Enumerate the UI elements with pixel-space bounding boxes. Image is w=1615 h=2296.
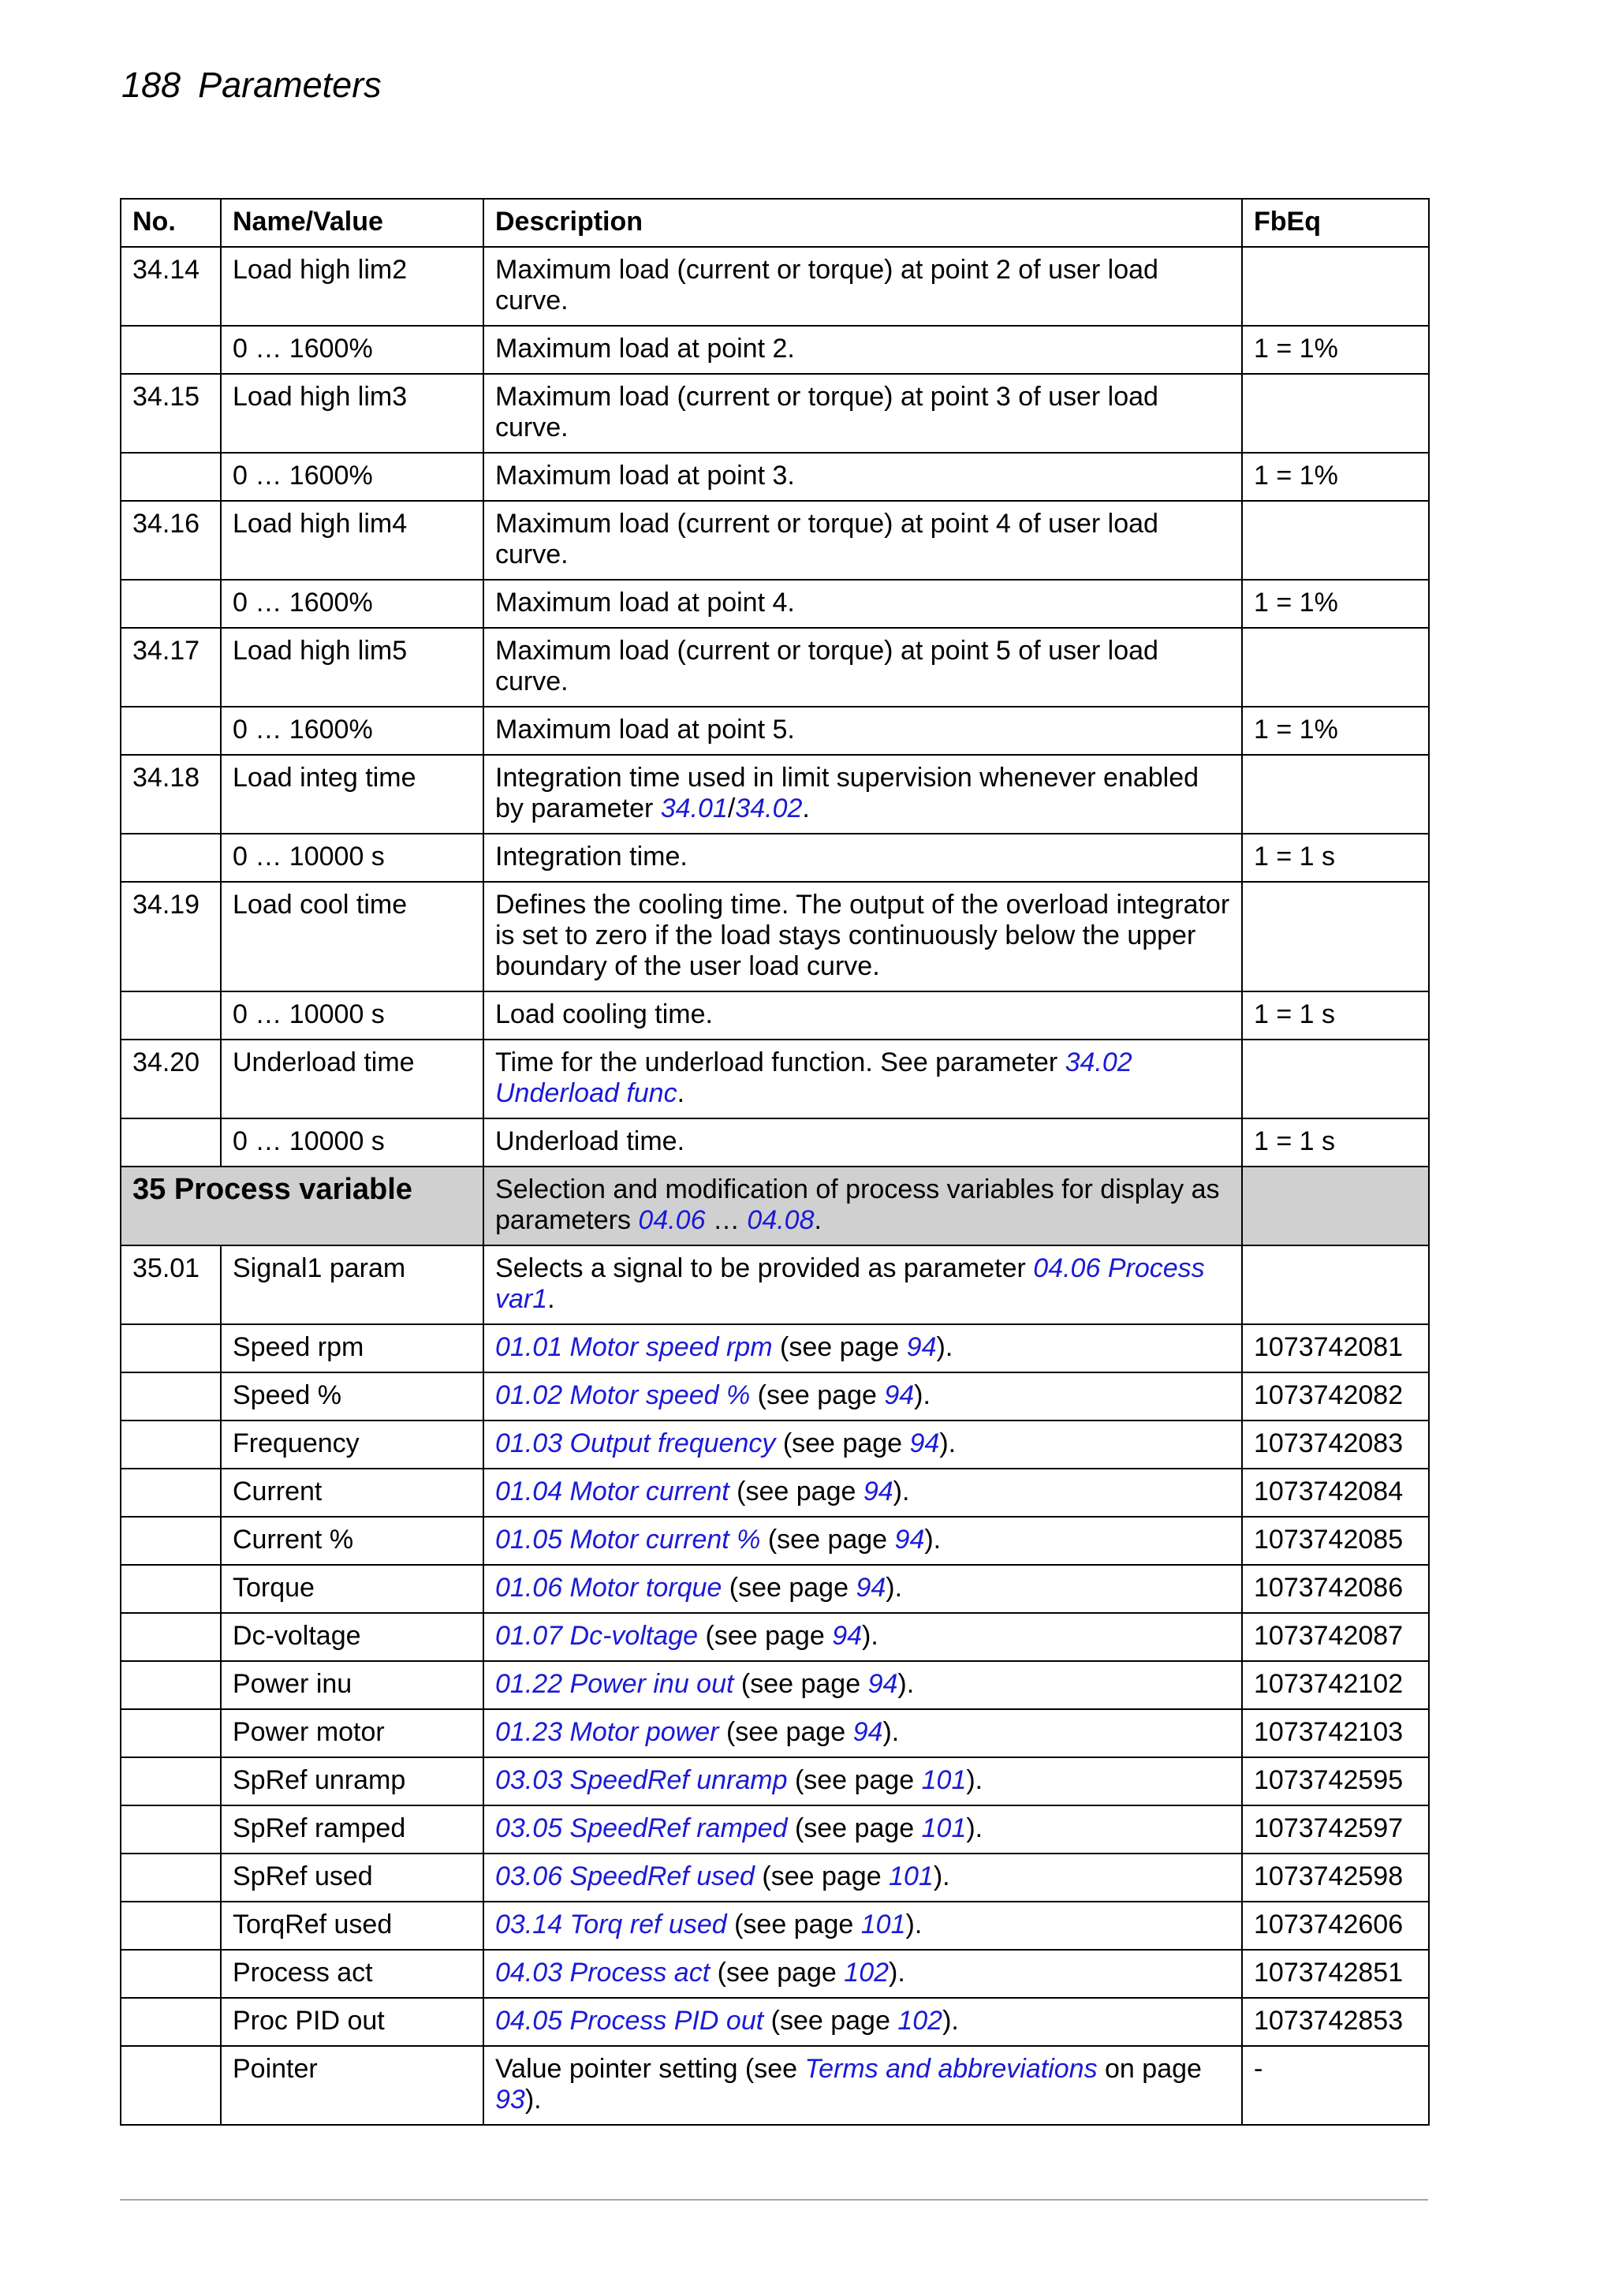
- param-value-name: Torque: [221, 1565, 483, 1613]
- table-row: [121, 374, 1429, 453]
- see-page-text: (see page: [729, 1477, 863, 1506]
- param-fbeq: [1242, 1040, 1429, 1118]
- param-value-range: 0 … 1600%: [221, 580, 483, 628]
- param-name: Load high lim5: [221, 628, 483, 707]
- param-value-name: Power motor: [221, 1709, 483, 1757]
- see-page-text: (see page: [787, 1765, 922, 1795]
- param-description: [483, 755, 1242, 834]
- param-fbeq: 1 = 1%: [1242, 707, 1429, 755]
- signal-link[interactable]: 03.03 SpeedRef unramp: [495, 1765, 788, 1795]
- signal-link[interactable]: 01.04 Motor current: [495, 1477, 729, 1506]
- table-row: [121, 1613, 1429, 1661]
- param-link-34-01[interactable]: 34.01: [660, 793, 728, 823]
- see-page-end: ).: [936, 1332, 953, 1362]
- param-description: [483, 1372, 1242, 1421]
- param-fbeq: [1242, 755, 1429, 834]
- page-link[interactable]: 94: [884, 1380, 915, 1410]
- param-description: Maximum load (current or torque) at point 2 of user load curve.: [483, 247, 1242, 326]
- param-value-name: Current %: [221, 1517, 483, 1565]
- param-description: Maximum load (current or torque) at point 3 of user load curve.: [483, 374, 1242, 453]
- param-no: [121, 1613, 221, 1661]
- param-description: Load cooling time.: [483, 991, 1242, 1040]
- param-value-range: 0 … 1600%: [221, 707, 483, 755]
- param-no: [121, 707, 221, 755]
- param-description: [483, 1805, 1242, 1854]
- table-row: [121, 755, 1429, 834]
- table-row: [121, 2046, 1429, 2125]
- param-description: [483, 1245, 1242, 1324]
- param-fbeq: 1073742085: [1242, 1517, 1429, 1565]
- param-description: [483, 1854, 1242, 1902]
- link-separator: /: [727, 793, 736, 823]
- table-row: [121, 1245, 1429, 1324]
- see-page-end: ).: [966, 1813, 983, 1843]
- signal-link[interactable]: 01.22 Power inu out: [495, 1669, 734, 1699]
- group-header-row: [121, 1167, 1429, 1245]
- param-fbeq: -: [1242, 2046, 1429, 2125]
- page-link[interactable]: 101: [921, 1813, 967, 1843]
- param-fbeq: 1073742597: [1242, 1805, 1429, 1854]
- param-no: 34.15: [121, 374, 221, 453]
- see-page-text: (see page: [733, 1669, 868, 1699]
- param-description: [483, 1517, 1242, 1565]
- signal-link[interactable]: 01.02 Motor speed %: [495, 1380, 751, 1410]
- table-row: [121, 1854, 1429, 1902]
- page-link[interactable]: 94: [906, 1332, 937, 1362]
- param-description: [483, 1661, 1242, 1709]
- param-link-34-02-underload-func[interactable]: 34.02 Underload func: [495, 1047, 1132, 1108]
- description-text: Selects a signal to be provided as parameter: [495, 1253, 1034, 1283]
- param-value-name: TorqRef used: [221, 1902, 483, 1950]
- page-link[interactable]: 102: [844, 1958, 890, 1988]
- table-row: [121, 991, 1429, 1040]
- see-page-end: ).: [914, 1380, 931, 1410]
- see-page-text: (see page: [722, 1573, 856, 1603]
- param-fbeq: 1073742103: [1242, 1709, 1429, 1757]
- param-fbeq: 1073742084: [1242, 1469, 1429, 1517]
- signal-link[interactable]: 01.03 Output frequency: [495, 1428, 776, 1458]
- description-text: on page: [1097, 2054, 1202, 2084]
- table-header-row: [121, 199, 1429, 247]
- param-value-name: Pointer: [221, 2046, 483, 2125]
- param-link-34-02[interactable]: 34.02: [735, 793, 803, 823]
- param-name: Load high lim3: [221, 374, 483, 453]
- param-value-name: Current: [221, 1469, 483, 1517]
- param-fbeq: 1073742851: [1242, 1950, 1429, 1998]
- signal-link[interactable]: 01.06 Motor torque: [495, 1573, 722, 1603]
- see-page-text: (see page: [772, 1332, 907, 1362]
- param-no: [121, 991, 221, 1040]
- table-row: [121, 1324, 1429, 1372]
- param-no: 35.01: [121, 1245, 221, 1324]
- description-end: .: [814, 1205, 822, 1235]
- see-page-end: ).: [882, 1717, 900, 1747]
- page-link[interactable]: 94: [832, 1621, 863, 1651]
- param-value-name: SpRef used: [221, 1854, 483, 1902]
- param-value-name: Power inu: [221, 1661, 483, 1709]
- param-description: Maximum load (current or torque) at point 4 of user load curve.: [483, 501, 1242, 580]
- description-text: Value pointer setting (see: [495, 2054, 805, 2084]
- param-value-range: 0 … 1600%: [221, 453, 483, 501]
- page-link[interactable]: 94: [852, 1717, 883, 1747]
- param-fbeq: 1073742083: [1242, 1421, 1429, 1469]
- param-value-name: Proc PID out: [221, 1998, 483, 2046]
- signal-link[interactable]: 01.07 Dc-voltage: [495, 1621, 699, 1651]
- param-fbeq: [1242, 374, 1429, 453]
- param-description: [483, 1757, 1242, 1805]
- group-fbeq: [1242, 1167, 1429, 1245]
- see-page-end: ).: [942, 2006, 959, 2036]
- param-fbeq: 1 = 1 s: [1242, 1118, 1429, 1167]
- signal-link[interactable]: 03.05 SpeedRef ramped: [495, 1813, 788, 1843]
- param-no: [121, 453, 221, 501]
- signal-link[interactable]: 04.03 Process act: [495, 1958, 711, 1988]
- param-value-range: 0 … 10000 s: [221, 991, 483, 1040]
- param-name: Load cool time: [221, 882, 483, 991]
- see-page-end: ).: [889, 1958, 905, 1988]
- see-page-end: ).: [897, 1669, 915, 1699]
- param-no: 34.14: [121, 247, 221, 326]
- see-page-end: ).: [939, 1428, 957, 1458]
- param-description: [483, 2046, 1242, 2125]
- page-link[interactable]: 94: [867, 1669, 898, 1699]
- param-fbeq: 1073742595: [1242, 1757, 1429, 1805]
- param-value-name: SpRef unramp: [221, 1757, 483, 1805]
- signal-link[interactable]: 01.01 Motor speed rpm: [495, 1332, 773, 1362]
- param-fbeq: 1073742853: [1242, 1998, 1429, 2046]
- signal-link[interactable]: 03.06 SpeedRef used: [495, 1861, 755, 1891]
- table-row: [121, 1950, 1429, 1998]
- terms-link[interactable]: Terms and abbreviations: [804, 2054, 1098, 2084]
- see-page-text: (see page: [726, 1910, 861, 1939]
- table-row: [121, 1040, 1429, 1118]
- col-header-description: Description: [483, 199, 1242, 247]
- page-link[interactable]: 94: [909, 1428, 940, 1458]
- description-end: .: [802, 793, 810, 823]
- table-row: [121, 326, 1429, 374]
- param-value-name: Frequency: [221, 1421, 483, 1469]
- page-link[interactable]: 94: [856, 1573, 886, 1603]
- see-page-end: ).: [933, 1861, 950, 1891]
- group-title: 35 Process variable: [121, 1167, 483, 1245]
- param-value-range: 0 … 1600%: [221, 326, 483, 374]
- param-description: [483, 1421, 1242, 1469]
- see-page-text: (see page: [710, 1958, 845, 1988]
- description-end: .: [677, 1078, 685, 1108]
- param-link-04-06[interactable]: 04.06: [638, 1205, 706, 1235]
- param-description: Maximum load at point 4.: [483, 580, 1242, 628]
- table-row: [121, 1757, 1429, 1805]
- param-description: [483, 1613, 1242, 1661]
- param-fbeq: 1 = 1 s: [1242, 834, 1429, 882]
- param-no: [121, 1469, 221, 1517]
- param-description: Underload time.: [483, 1118, 1242, 1167]
- description-end: ).: [524, 2085, 542, 2115]
- param-no: [121, 1757, 221, 1805]
- param-description: [483, 1040, 1242, 1118]
- see-page-end: ).: [862, 1621, 878, 1651]
- param-no: 34.19: [121, 882, 221, 991]
- param-description: [483, 1709, 1242, 1757]
- param-description: [483, 1902, 1242, 1950]
- param-fbeq: 1073742081: [1242, 1324, 1429, 1372]
- see-page-text: (see page: [763, 2006, 898, 2036]
- param-fbeq: 1073742598: [1242, 1854, 1429, 1902]
- param-no: [121, 1950, 221, 1998]
- table-row: [121, 453, 1429, 501]
- param-fbeq: [1242, 628, 1429, 707]
- param-no: [121, 1661, 221, 1709]
- param-no: [121, 1709, 221, 1757]
- param-no: [121, 1324, 221, 1372]
- page-link[interactable]: 101: [889, 1861, 934, 1891]
- param-description: [483, 1324, 1242, 1372]
- param-no: 34.20: [121, 1040, 221, 1118]
- param-no: [121, 834, 221, 882]
- table-row: [121, 882, 1429, 991]
- param-link-04-08[interactable]: 04.08: [747, 1205, 815, 1235]
- table-row: [121, 1805, 1429, 1854]
- param-value-range: 0 … 10000 s: [221, 834, 483, 882]
- col-header-no: No.: [121, 199, 221, 247]
- page-link[interactable]: 94: [863, 1477, 893, 1506]
- param-description: Defines the cooling time. The output of the overload integrator is set to zero if the load stays continuously below the upper boundary of the user load curve.: [483, 882, 1242, 991]
- see-page-end: ).: [966, 1765, 983, 1795]
- param-no: [121, 580, 221, 628]
- param-description: Maximum load at point 3.: [483, 453, 1242, 501]
- section-title: Parameters: [198, 65, 382, 105]
- param-fbeq: 1073742102: [1242, 1661, 1429, 1709]
- see-page-text: (see page: [698, 1621, 833, 1651]
- param-fbeq: 1073742086: [1242, 1565, 1429, 1613]
- parameter-table-34: [120, 198, 1430, 1167]
- param-name: Underload time: [221, 1040, 483, 1118]
- table-row: [121, 1372, 1429, 1421]
- table-row: [121, 1565, 1429, 1613]
- see-page-text: (see page: [775, 1428, 910, 1458]
- see-page-text: (see page: [760, 1525, 895, 1555]
- table-row: [121, 1709, 1429, 1757]
- col-header-name: Name/Value: [221, 199, 483, 247]
- param-link-04-06-process-var1[interactable]: 04.06 Process var1: [495, 1253, 1205, 1314]
- parameter-table-35: [120, 1166, 1430, 2126]
- table-row: [121, 834, 1429, 882]
- description-end: .: [547, 1284, 555, 1314]
- param-description: [483, 1998, 1242, 2046]
- group-description: [483, 1167, 1242, 1245]
- param-no: [121, 326, 221, 374]
- param-fbeq: 1 = 1%: [1242, 580, 1429, 628]
- param-fbeq: 1 = 1%: [1242, 326, 1429, 374]
- param-fbeq: 1 = 1 s: [1242, 991, 1429, 1040]
- param-fbeq: 1 = 1%: [1242, 453, 1429, 501]
- signal-link[interactable]: 01.05 Motor current %: [495, 1525, 761, 1555]
- see-page-text: (see page: [750, 1380, 885, 1410]
- signal-link[interactable]: 04.05 Process PID out: [495, 2006, 764, 2036]
- page-number: 188: [121, 65, 181, 105]
- param-no: [121, 1372, 221, 1421]
- table-row: [121, 501, 1429, 580]
- param-no: [121, 1517, 221, 1565]
- param-value-range: 0 … 10000 s: [221, 1118, 483, 1167]
- see-page-text: (see page: [718, 1717, 853, 1747]
- param-no: 34.17: [121, 628, 221, 707]
- param-description: Maximum load at point 2.: [483, 326, 1242, 374]
- param-fbeq: 1073742082: [1242, 1372, 1429, 1421]
- table-row: [121, 1421, 1429, 1469]
- see-page-end: ).: [924, 1525, 942, 1555]
- table-row: [121, 580, 1429, 628]
- param-fbeq: [1242, 501, 1429, 580]
- param-no: [121, 1565, 221, 1613]
- param-description: [483, 1469, 1242, 1517]
- page-header: [121, 65, 382, 106]
- description-text: Integration time used in limit supervision whenever enabled by parameter: [495, 763, 1199, 823]
- see-page-text: (see page: [754, 1861, 890, 1891]
- param-value-name: Speed rpm: [221, 1324, 483, 1372]
- table-row: [121, 707, 1429, 755]
- param-no: 34.16: [121, 501, 221, 580]
- page-link[interactable]: 101: [921, 1765, 967, 1795]
- table-row: [121, 628, 1429, 707]
- param-value-name: SpRef ramped: [221, 1805, 483, 1854]
- param-description: [483, 1565, 1242, 1613]
- param-description: [483, 1950, 1242, 1998]
- footer-rule: [120, 2199, 1428, 2201]
- col-header-fbeq: FbEq: [1242, 199, 1429, 247]
- param-name: Load high lim2: [221, 247, 483, 326]
- param-fbeq: 1073742087: [1242, 1613, 1429, 1661]
- param-no: [121, 1421, 221, 1469]
- param-name: Load integ time: [221, 755, 483, 834]
- page-link[interactable]: 101: [860, 1910, 906, 1939]
- see-page-end: ).: [886, 1573, 903, 1603]
- table-row: [121, 1661, 1429, 1709]
- signal-link[interactable]: 01.23 Motor power: [495, 1717, 719, 1747]
- table-row: [121, 1118, 1429, 1167]
- description-text: Time for the underload function. See parameter: [495, 1047, 1065, 1077]
- see-page-text: (see page: [787, 1813, 922, 1843]
- signal-link[interactable]: 03.14 Torq ref used: [495, 1910, 727, 1939]
- param-fbeq: [1242, 882, 1429, 991]
- table-row: [121, 247, 1429, 326]
- param-no: [121, 1118, 221, 1167]
- param-no: [121, 1805, 221, 1854]
- signal-option-rows: [121, 1324, 1429, 2046]
- param-fbeq: [1242, 1245, 1429, 1324]
- param-name: Signal1 param: [221, 1245, 483, 1324]
- param-value-name: Process act: [221, 1950, 483, 1998]
- param-fbeq: [1242, 247, 1429, 326]
- table-row: [121, 1517, 1429, 1565]
- param-fbeq: 1073742606: [1242, 1902, 1429, 1950]
- param-no: [121, 1998, 221, 2046]
- range-ellipsis: …: [705, 1205, 748, 1235]
- table-row: [121, 1469, 1429, 1517]
- page-link[interactable]: 94: [894, 1525, 925, 1555]
- param-value-name: Dc-voltage: [221, 1613, 483, 1661]
- table-row: [121, 1998, 1429, 2046]
- table-row: [121, 1902, 1429, 1950]
- param-name: Load high lim4: [221, 501, 483, 580]
- param-description: Maximum load (current or torque) at point 5 of user load curve.: [483, 628, 1242, 707]
- see-page-end: ).: [905, 1910, 923, 1939]
- param-no: [121, 1902, 221, 1950]
- param-description: Integration time.: [483, 834, 1242, 882]
- param-no: [121, 2046, 221, 2125]
- description-text: Selection and modification of process variables for display as parameters: [495, 1174, 1220, 1235]
- param-description: Maximum load at point 5.: [483, 707, 1242, 755]
- page-link[interactable]: 93: [495, 2085, 525, 2115]
- param-value-name: Speed %: [221, 1372, 483, 1421]
- page-link[interactable]: 102: [897, 2006, 943, 2036]
- param-no: 34.18: [121, 755, 221, 834]
- param-no: [121, 1854, 221, 1902]
- see-page-end: ).: [893, 1477, 910, 1506]
